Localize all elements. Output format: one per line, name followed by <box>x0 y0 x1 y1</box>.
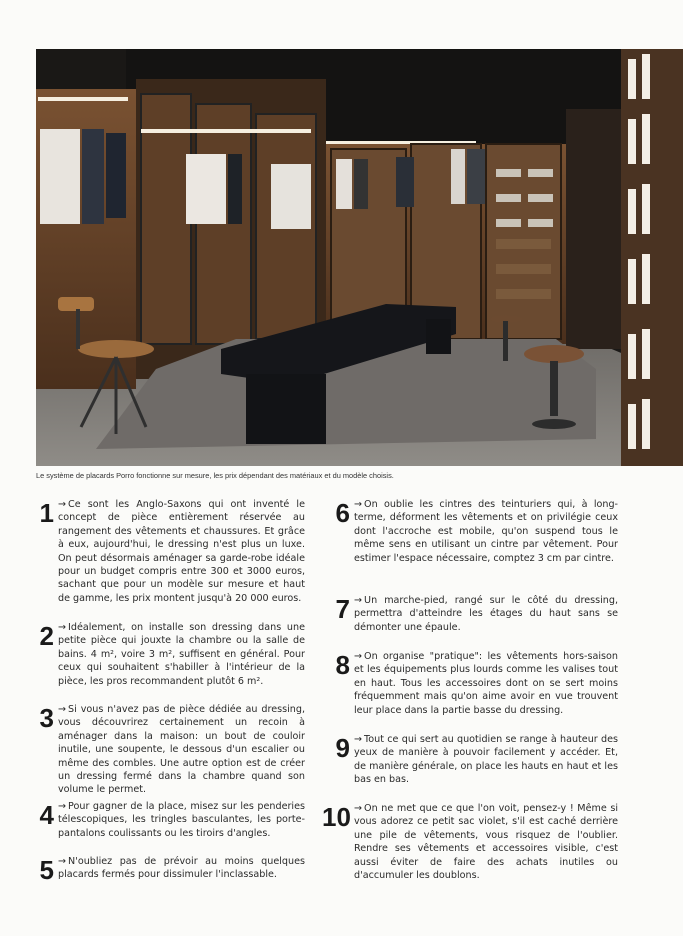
tip-text: On ne met que ce que l'on voit, pensez-y ! Même si vous adorez ce petit sac violet, s'il est caché derrière une pile de vêtements, vous risquez de l'oublier. Rendre ses vêtements et accessoires visible, c'est aussi éviter de faire des achats inutiles ou d'accumuler les doublons. <box>354 803 618 882</box>
tip-number: 10 <box>322 802 351 832</box>
arrow-icon: → <box>58 704 67 715</box>
tip-text: Tout ce qui sert au quotidien se range à hauteur des yeux de manière à pouvoir facilement y accéder. Et, de manière générale, on place les hauts en haut et les bas en bas. <box>354 734 618 786</box>
tip-number: 3 <box>39 703 54 733</box>
tip-text: Si vous n'avez pas de pièce dédiée au dressing, vous découvrirez certainement un recoin à aménager dans la maison: un bout de couloir inutile, une soupente, le dessous d'un escalier ou même des combles. Une autre option est de créer un dressing fermé dans la chambre quand son volume le permet. <box>58 704 305 796</box>
tip-number: 6 <box>335 498 350 528</box>
arrow-icon: → <box>58 801 67 812</box>
arrow-icon: → <box>354 651 363 662</box>
tip-number: 4 <box>39 800 54 830</box>
tip-number: 9 <box>335 733 350 763</box>
tip-text: Pour gagner de la place, misez sur les penderies télescopiques, les tringles basculantes, les porte-pantalons coulissants ou les tiroirs d'angles. <box>58 801 305 839</box>
tip-9 <box>322 733 618 787</box>
tip-text: Ce sont les Anglo-Saxons qui ont inventé le concept de pièce entièrement réservée au rangement des vêtements et chaussures. Et grâce à eux, aujourd'hui, le dressing n'est plus un luxe. On peut désormais aménager sa garde-robe idéale pour un budget compris entre 300 et 3000 euros, sachant que pour un modèle sur mesure et haut de gamme, les prix montent jusqu'à 20 000 euros. <box>58 499 305 604</box>
arrow-icon: → <box>58 856 67 867</box>
arrow-icon: → <box>58 622 67 633</box>
dressing-room-photo <box>36 49 683 466</box>
tip-text: On organise "pratique": les vêtements hors-saison et les équipements plus lourds comme les valises tout en haut. Tous les accessoires dont on se sert moins fréquemment mais qu'on aime avoir en vue trouvent leur place dans la partie basse du dressing. <box>354 651 618 716</box>
arrow-icon: → <box>58 499 67 510</box>
tip-4 <box>32 800 305 840</box>
tip-8 <box>322 650 618 717</box>
tip-number: 1 <box>39 498 54 528</box>
photo-caption: Le système de placards Porro fonctionne sur mesure, les prix dépendant des matériaux et du modèle choisis. <box>36 471 394 480</box>
tip-5 <box>32 855 305 883</box>
arrow-icon: → <box>354 595 363 606</box>
arrow-icon: → <box>354 803 363 814</box>
tip-number: 8 <box>335 650 350 680</box>
tip-2 <box>32 621 305 688</box>
tip-7 <box>322 594 618 634</box>
tip-text: N'oubliez pas de prévoir au moins quelques placards fermés pour dissimuler l'inclassable. <box>58 856 305 881</box>
tip-text: On oublie les cintres des teinturiers qui, à long-terme, déforment les vêtements et on privilégie ceux dont l'accroche est mobile, qu'on suspend tous le même sens en utilisant un cintre par vêtement. Pour estimer l'espace nécessaire, comptez 3 cm par cintre. <box>354 499 618 564</box>
tip-number: 2 <box>39 621 54 651</box>
tip-3 <box>32 703 305 797</box>
arrow-icon: → <box>354 499 363 510</box>
tip-text: Un marche-pied, rangé sur le côté du dressing, permettra d'atteindre les étages du haut sans se démonter une épaule. <box>354 595 618 633</box>
tip-number: 7 <box>335 594 350 624</box>
arrow-icon: → <box>354 734 363 745</box>
tip-10 <box>322 802 618 882</box>
tip-6 <box>322 498 618 565</box>
tip-number: 5 <box>39 855 54 885</box>
tip-1 <box>32 498 305 605</box>
tip-text: Idéalement, on installe son dressing dans une petite pièce qui jouxte la chambre ou la salle de bains. 4 m², voire 3 m², suffisent en général. Pour ceux qui souhaitent s'habiller à l'intérieur de la pièce, les pros recommandent plutôt 6 m². <box>58 622 305 687</box>
